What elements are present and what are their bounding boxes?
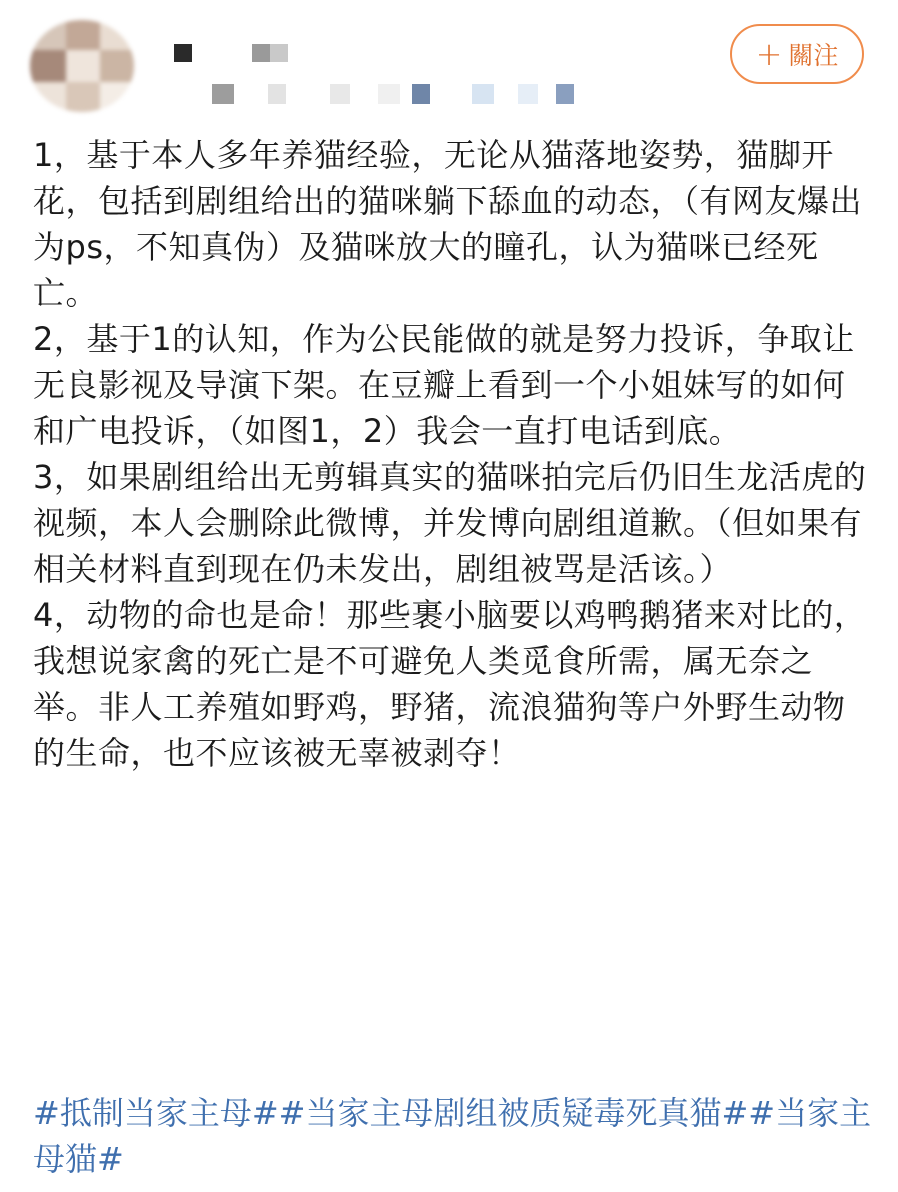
hashtag-link[interactable]: #抵制当家主母# <box>33 1094 279 1132</box>
plus-icon: + <box>755 35 783 73</box>
post-header <box>0 0 898 120</box>
avatar[interactable] <box>30 20 134 112</box>
post-paragraph: 2，基于1的认知，作为公民能做的就是努力投诉，争取让无良影视及导演下架。在豆瓣上看到一个小姐妹写的如何和广电投诉，（如图1，2）我会一直打电话到底。 <box>33 320 855 450</box>
hashtag-link[interactable]: #当家主母剧组被质疑毒死真猫# <box>278 1094 749 1132</box>
hashtag-link[interactable]: #当家主母猫# <box>33 1094 872 1178</box>
hashtag-list <box>33 1090 873 1182</box>
post-paragraph: 1，基于本人多年养猫经验，无论从猫落地姿势，猫脚开花，包括到剧组给出的猫咪躺下舔血的动态，（有网友爆出为ps，不知真伪）及猫咪放大的瞳孔，认为猫咪已经死亡。 <box>33 136 863 312</box>
follow-label: 關注 <box>788 41 839 70</box>
post-body <box>33 132 873 776</box>
post-paragraph: 3，如果剧组给出无剪辑真实的猫咪拍完后仍旧生龙活虎的视频，本人会删除此微博，并发博向剧组道歉。（但如果有相关材料直到现在仍未发出，剧组被骂是活该。） <box>33 458 867 588</box>
post-paragraph: 4，动物的命也是命！那些裹小脑要以鸡鸭鹅猪来对比的，我想说家禽的死亡是不可避免人类觅食所需，属无奈之举。非人工养殖如野鸡，野猪，流浪猫狗等户外野生动物的生命，也不应该被无辜被剥夺！ <box>33 596 867 772</box>
follow-button[interactable] <box>730 24 864 84</box>
